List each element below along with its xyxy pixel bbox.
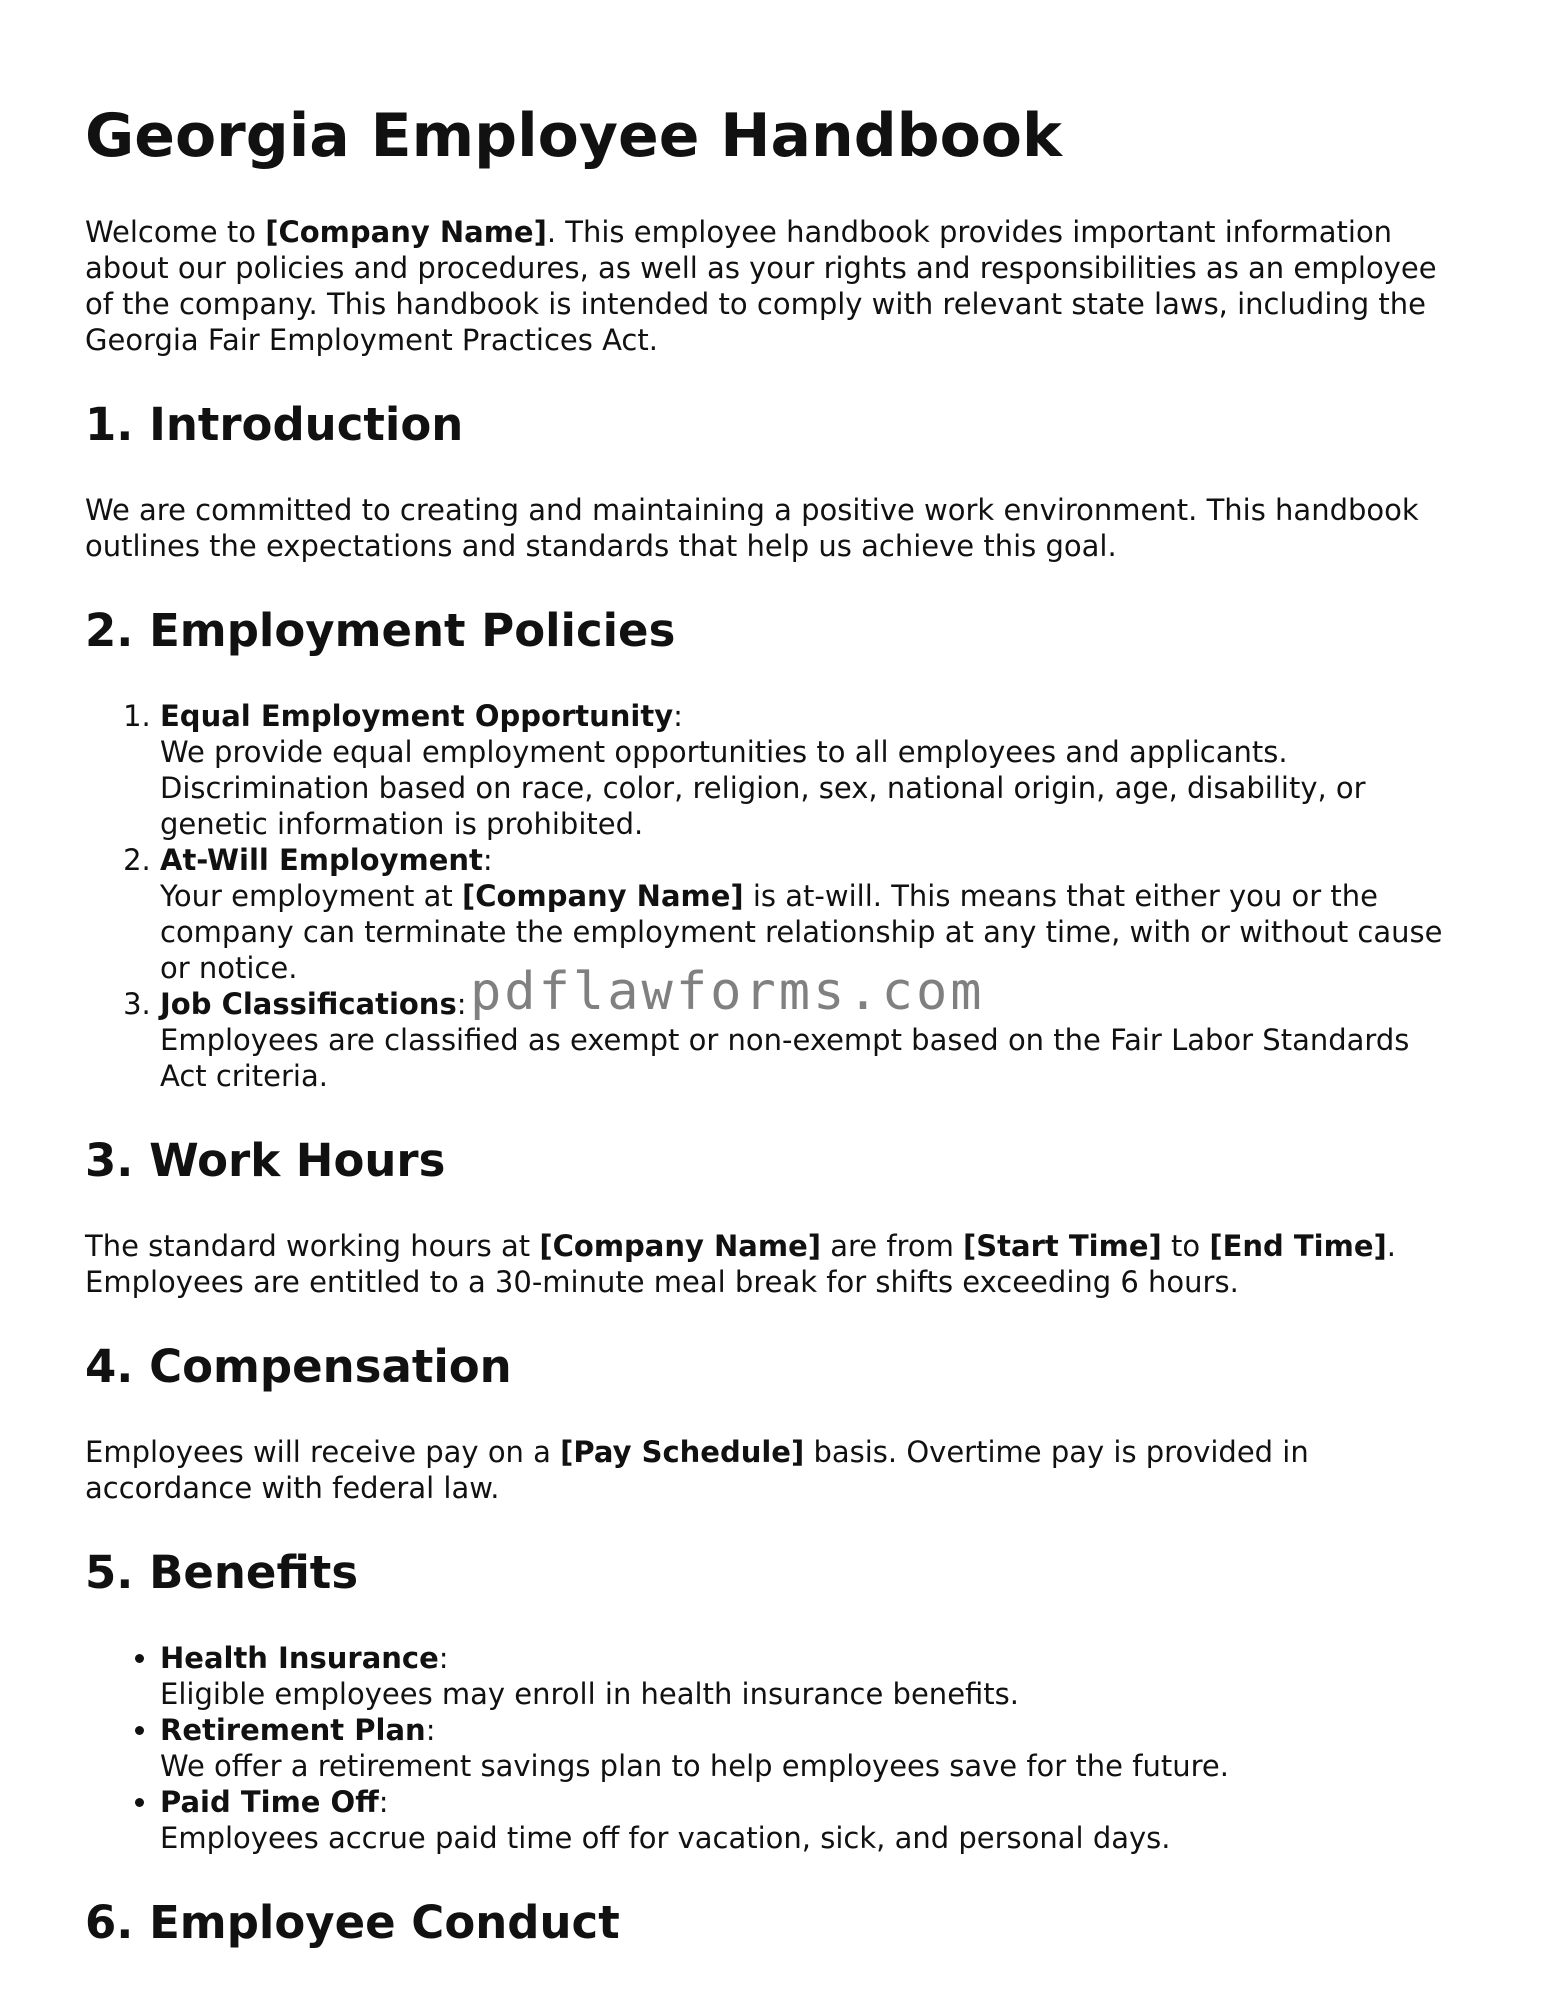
section-heading-employment-policies: 2. Employment Policies: [85, 604, 676, 657]
company-name-placeholder: [Company Name]: [265, 215, 547, 249]
introduction-paragraph: We are committed to creating and maintaining a positive work environment. This handbook outlines the expectations and standards that help us achieve this goal.: [85, 493, 1419, 563]
section-heading-work-hours: 3. Work Hours: [85, 1134, 446, 1187]
list-item: • Paid Time Off: Employees accrue paid time off for vacation, sick, and personal days.: [160, 1784, 1465, 1856]
list-item: 3. Job Classifications: Employees are classified as exempt or non-exempt based on the Fair Labor Standards Act criteria.: [160, 986, 1465, 1094]
page-title: Georgia Employee Handbook: [85, 101, 1062, 171]
company-name-placeholder: [Company Name]: [539, 1229, 821, 1263]
section-heading-employee-conduct: 6. Employee Conduct: [85, 1896, 620, 1949]
pay-schedule-placeholder: [Pay Schedule]: [560, 1435, 805, 1469]
list-item: 2. At-Will Employment: Your employment at [Company Name] is at-will. This means that either you or the company can terminate the employment relationship at any time, with or without cause or notice.: [160, 842, 1465, 986]
start-time-placeholder: [Start Time]: [963, 1229, 1162, 1263]
end-time-placeholder: [End Time]: [1209, 1229, 1387, 1263]
list-item: • Retirement Plan: We offer a retirement savings plan to help employees save for the future.: [160, 1712, 1465, 1784]
company-name-placeholder: [Company Name]: [462, 879, 744, 913]
section-heading-benefits: 5. Benefits: [85, 1546, 359, 1599]
employment-policies-list: [85, 698, 1465, 1094]
watermark: pdflawforms.com: [470, 962, 985, 1022]
list-item: 1. Equal Employment Opportunity: We provide equal employment opportunities to all employees and applicants. Discrimination based on race, color, religion, sex, national origin, age, disability, or genetic information is prohibited.: [160, 698, 1465, 842]
work-hours-paragraph: The standard working hours at [Company Name] are from [Start Time] to [End Time]. Employees are entitled to a 30-minute meal break for shifts exceeding 6 hours.: [85, 1229, 1396, 1299]
section-heading-introduction: 1. Introduction: [85, 398, 464, 451]
benefits-list: [85, 1640, 1465, 1856]
section-heading-compensation: 4. Compensation: [85, 1340, 512, 1393]
list-item: • Health Insurance: Eligible employees may enroll in health insurance benefits.: [160, 1640, 1465, 1712]
intro-paragraph: Welcome to [Company Name]. This employee handbook provides important information about our policies and procedures, as well as your rights and responsibilities as an employee of the company. This handbook is intended to comply with relevant state laws, including the Georgia Fair Employment Practices Act.: [85, 215, 1437, 357]
compensation-paragraph: Employees will receive pay on a [Pay Schedule] basis. Overtime pay is provided in accordance with federal law.: [85, 1435, 1309, 1505]
document-page: [85, 100, 1465, 1990]
